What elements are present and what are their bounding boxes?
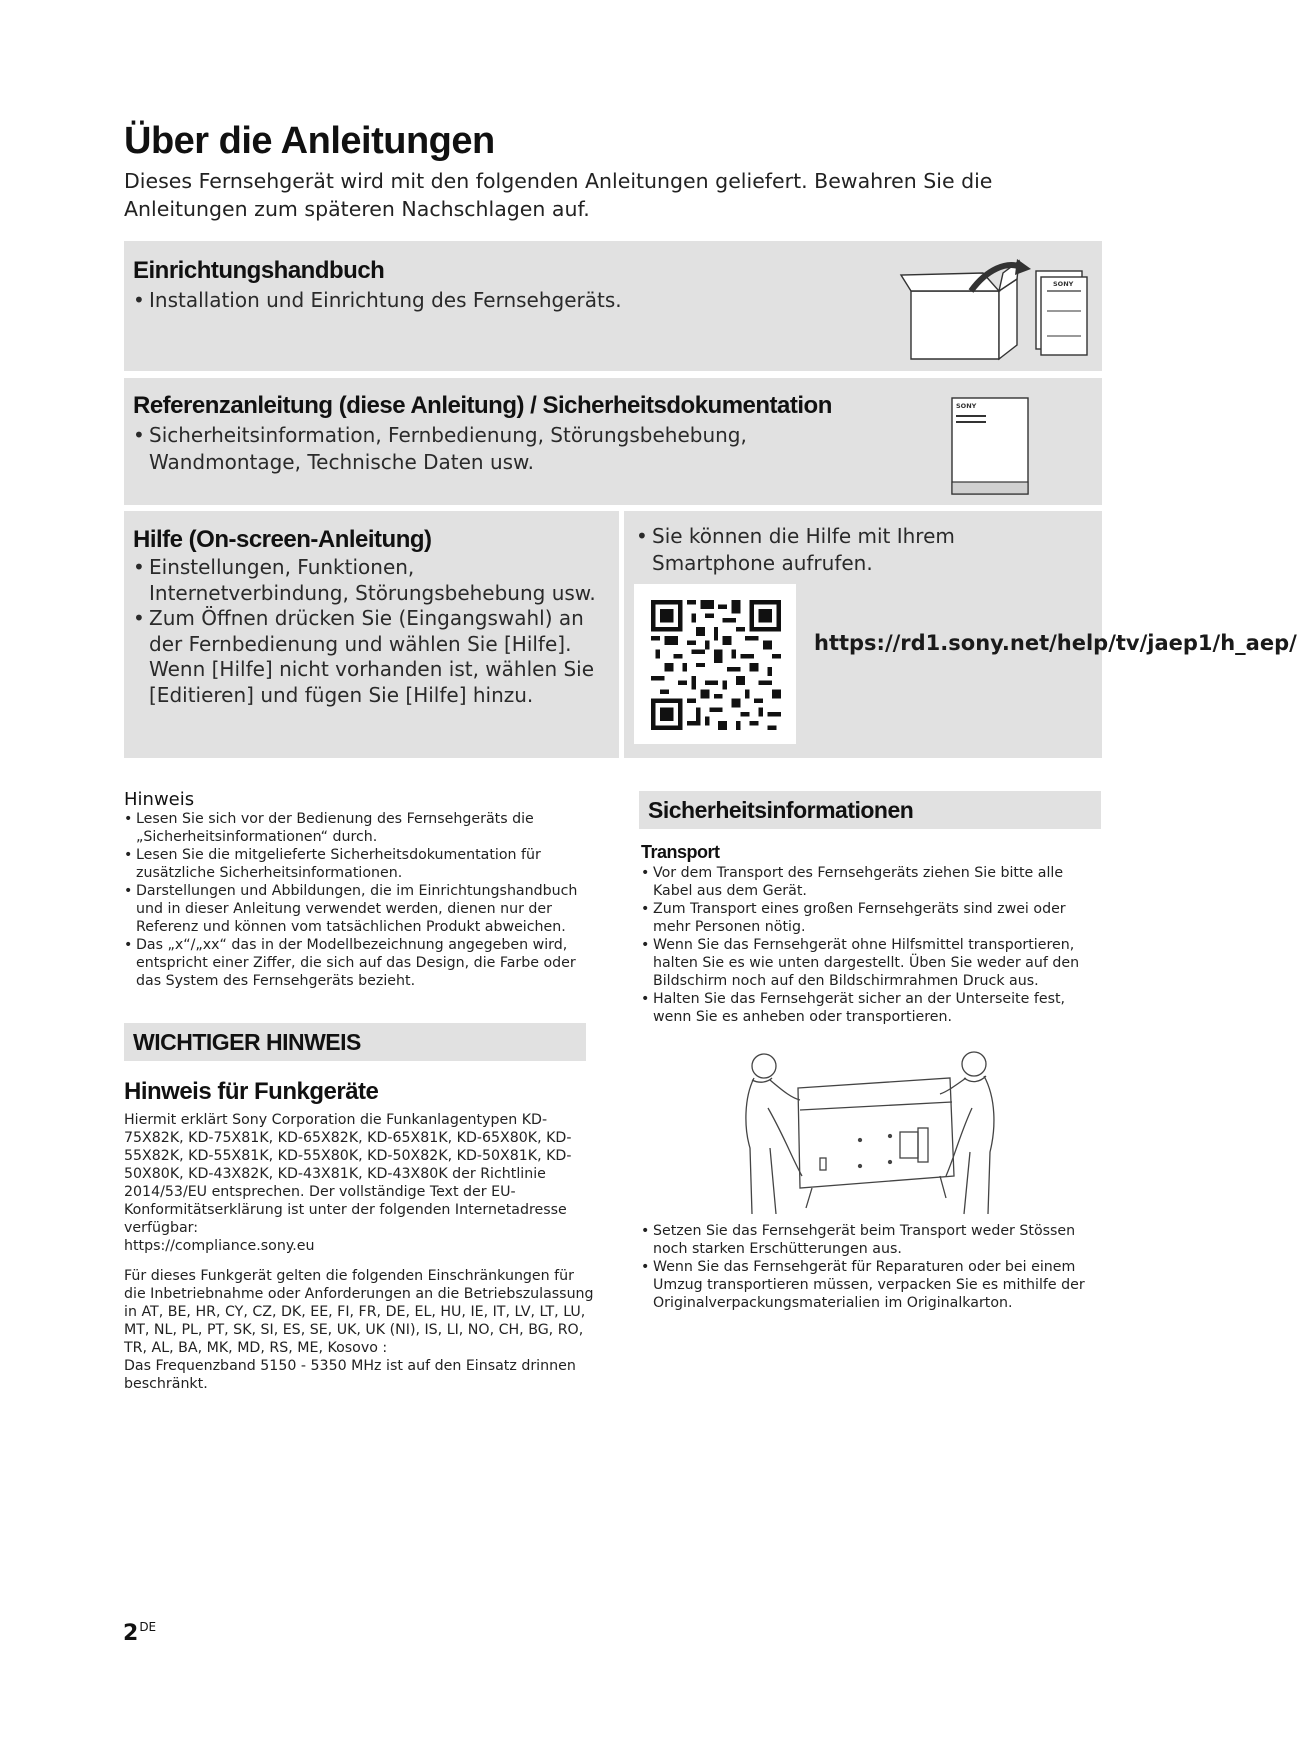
setup-guide-box [124, 241, 1102, 371]
notes-list [124, 810, 594, 990]
notes-heading: Hinweis [124, 789, 195, 810]
manual-booklet-illustration [950, 396, 1032, 498]
setup-guide-brand: SONY [1053, 280, 1074, 288]
setup-guide-bullets [133, 287, 773, 314]
list-item: • Darstellungen und Abbildungen, die im Einrichtungshandbuch und in dieser Anleitung verwendet werden, dienen nur der Referenz und können vom tatsächlichen Produkt abweichen. [124, 882, 594, 936]
transport-list-continued [641, 1222, 1103, 1312]
transport-list [641, 864, 1103, 1026]
tv-carrying-illustration [740, 1048, 1002, 1216]
frequency-band-note: Das Frequenzband 5150 - 5350 MHz ist auf den Einsatz drinnen beschränkt. [124, 1358, 576, 1392]
reference-guide-box [124, 378, 1102, 505]
radio-equipment-heading: Hinweis für Funkgeräte [124, 1078, 379, 1105]
reference-guide-brand: SONY [956, 402, 977, 410]
help-guide-bullets [133, 555, 608, 708]
safety-info-title: Sicherheitsinformationen [648, 797, 914, 823]
help-guide-title: Hilfe (On-screen-Anleitung) [133, 526, 432, 553]
compliance-url-link[interactable]: https://compliance.sony.eu [124, 1238, 315, 1254]
help-guide-box [124, 511, 619, 758]
list-item: • Zum Öffnen drücken Sie (Eingangswahl) an der Fernbedienung und wählen Sie [Hilfe]. Wenn [Hilfe] nicht vorhanden ist, wählen Sie [Editieren] und fügen Sie [Hilfe] hinzu. [133, 606, 608, 708]
qr-code-image [651, 600, 781, 730]
language-code: DE [139, 1620, 157, 1634]
list-item: • Lesen Sie sich vor der Bedienung des Fernsehgeräts die „Sicherheitsinformationen“ durch. [124, 810, 594, 846]
list-item: • Einstellungen, Funktionen, Internetverbindung, Störungsbehebung usw. [133, 555, 608, 606]
list-item: • Vor dem Transport des Fernsehgeräts ziehen Sie bitte alle Kabel aus dem Gerät. [641, 864, 1103, 900]
list-item: • Installation und Einrichtung des Fernsehgeräts. [133, 287, 773, 314]
page-number: 2DE [123, 1620, 157, 1646]
help-url-link[interactable]: https://rd1.sony.net/help/tv/jaep1/h_aep/ [814, 631, 1297, 655]
list-item: • Das „x“/„xx“ das in der Modellbezeichnung angegeben wird, entspricht einer Ziffer, die sich auf das Design, die Farbe oder das System des Fernsehgeräts bezieht. [124, 936, 594, 990]
page-title: Über die Anleitungen [124, 120, 495, 162]
safety-info-bar [639, 791, 1101, 829]
intro-text: Dieses Fernsehgerät wird mit den folgenden Anleitungen geliefert. Bewahren Sie die Anleitungen zum späteren Nachschlagen auf. [124, 169, 993, 221]
reference-guide-title: Referenzanleitung (diese Anleitung) / Sicherheitsdokumentation [133, 392, 832, 419]
smartphone-note: • Sie können die Hilfe mit Ihrem Smartphone aufrufen. [636, 523, 1066, 577]
box-and-manual-illustration [899, 261, 1099, 361]
list-item: • Halten Sie das Fernsehgerät sicher an der Unterseite fest, wenn Sie es anheben oder transportieren. [641, 990, 1103, 1026]
radio-restrictions: Für dieses Funkgerät gelten die folgenden Einschränkungen für die Inbetriebnahme oder Anforderungen an die Betriebszulassung in AT, BE, HR, CY, CZ, DK, EE, FI, FR, DE, EL, HU, IE, IT, LV, LT, LU, MT, NL, PL, PT, SK, SI, ES, SE, UK, UK (NI), IS, LI, NO, CH, BG, RO, TR, AL, BA, MK, MD, RS, ME, Kosovo : [124, 1268, 594, 1356]
list-item: • Setzen Sie das Fernsehgerät beim Transport weder Stössen noch starken Erschütterungen aus. [641, 1222, 1103, 1258]
list-item: • Wenn Sie das Fernsehgerät ohne Hilfsmittel transportieren, halten Sie es wie unten dargestellt. Üben Sie weder auf den Bildschirm noch auf den Bildschirmrahmen Druck aus. [641, 936, 1103, 990]
list-item: • Wenn Sie das Fernsehgerät für Reparaturen oder bei einem Umzug transportieren müssen, verpacken Sie es mithilfe der Originalverpackungsmaterialien im Originalkarton. [641, 1258, 1103, 1312]
setup-guide-title: Einrichtungshandbuch [133, 257, 385, 284]
radio-declaration: Hiermit erklärt Sony Corporation die Funkanlagentypen KD-75X82K, KD-75X81K, KD-65X82K, KD-65X81K, KD-65X80K, KD-55X82K, KD-55X81K, KD-55X80K, KD-50X82K, KD-50X81K, KD-50X80K, KD-43X82K, KD-43X81K, KD-43X80K der Richtlinie 2014/53/EU entsprechen. Der vollständige Text der EU-Konformitätserklärung ist unter der folgenden Internetadresse verfügbar: [124, 1112, 572, 1236]
reference-guide-bullets [133, 422, 773, 476]
radio-equipment-text [124, 1111, 594, 1393]
transport-heading: Transport [641, 842, 720, 862]
qr-code-card [634, 584, 796, 744]
important-notice-bar [124, 1023, 586, 1061]
list-item: • Zum Transport eines großen Fernsehgeräts sind zwei oder mehr Personen nötig. [641, 900, 1103, 936]
important-notice-title: WICHTIGER HINWEIS [133, 1029, 361, 1055]
list-item: • Sicherheitsinformation, Fernbedienung, Störungsbehebung, Wandmontage, Technische Daten usw. [133, 422, 773, 476]
list-item: • Lesen Sie die mitgelieferte Sicherheitsdokumentation für zusätzliche Sicherheitsinformationen. [124, 846, 594, 882]
